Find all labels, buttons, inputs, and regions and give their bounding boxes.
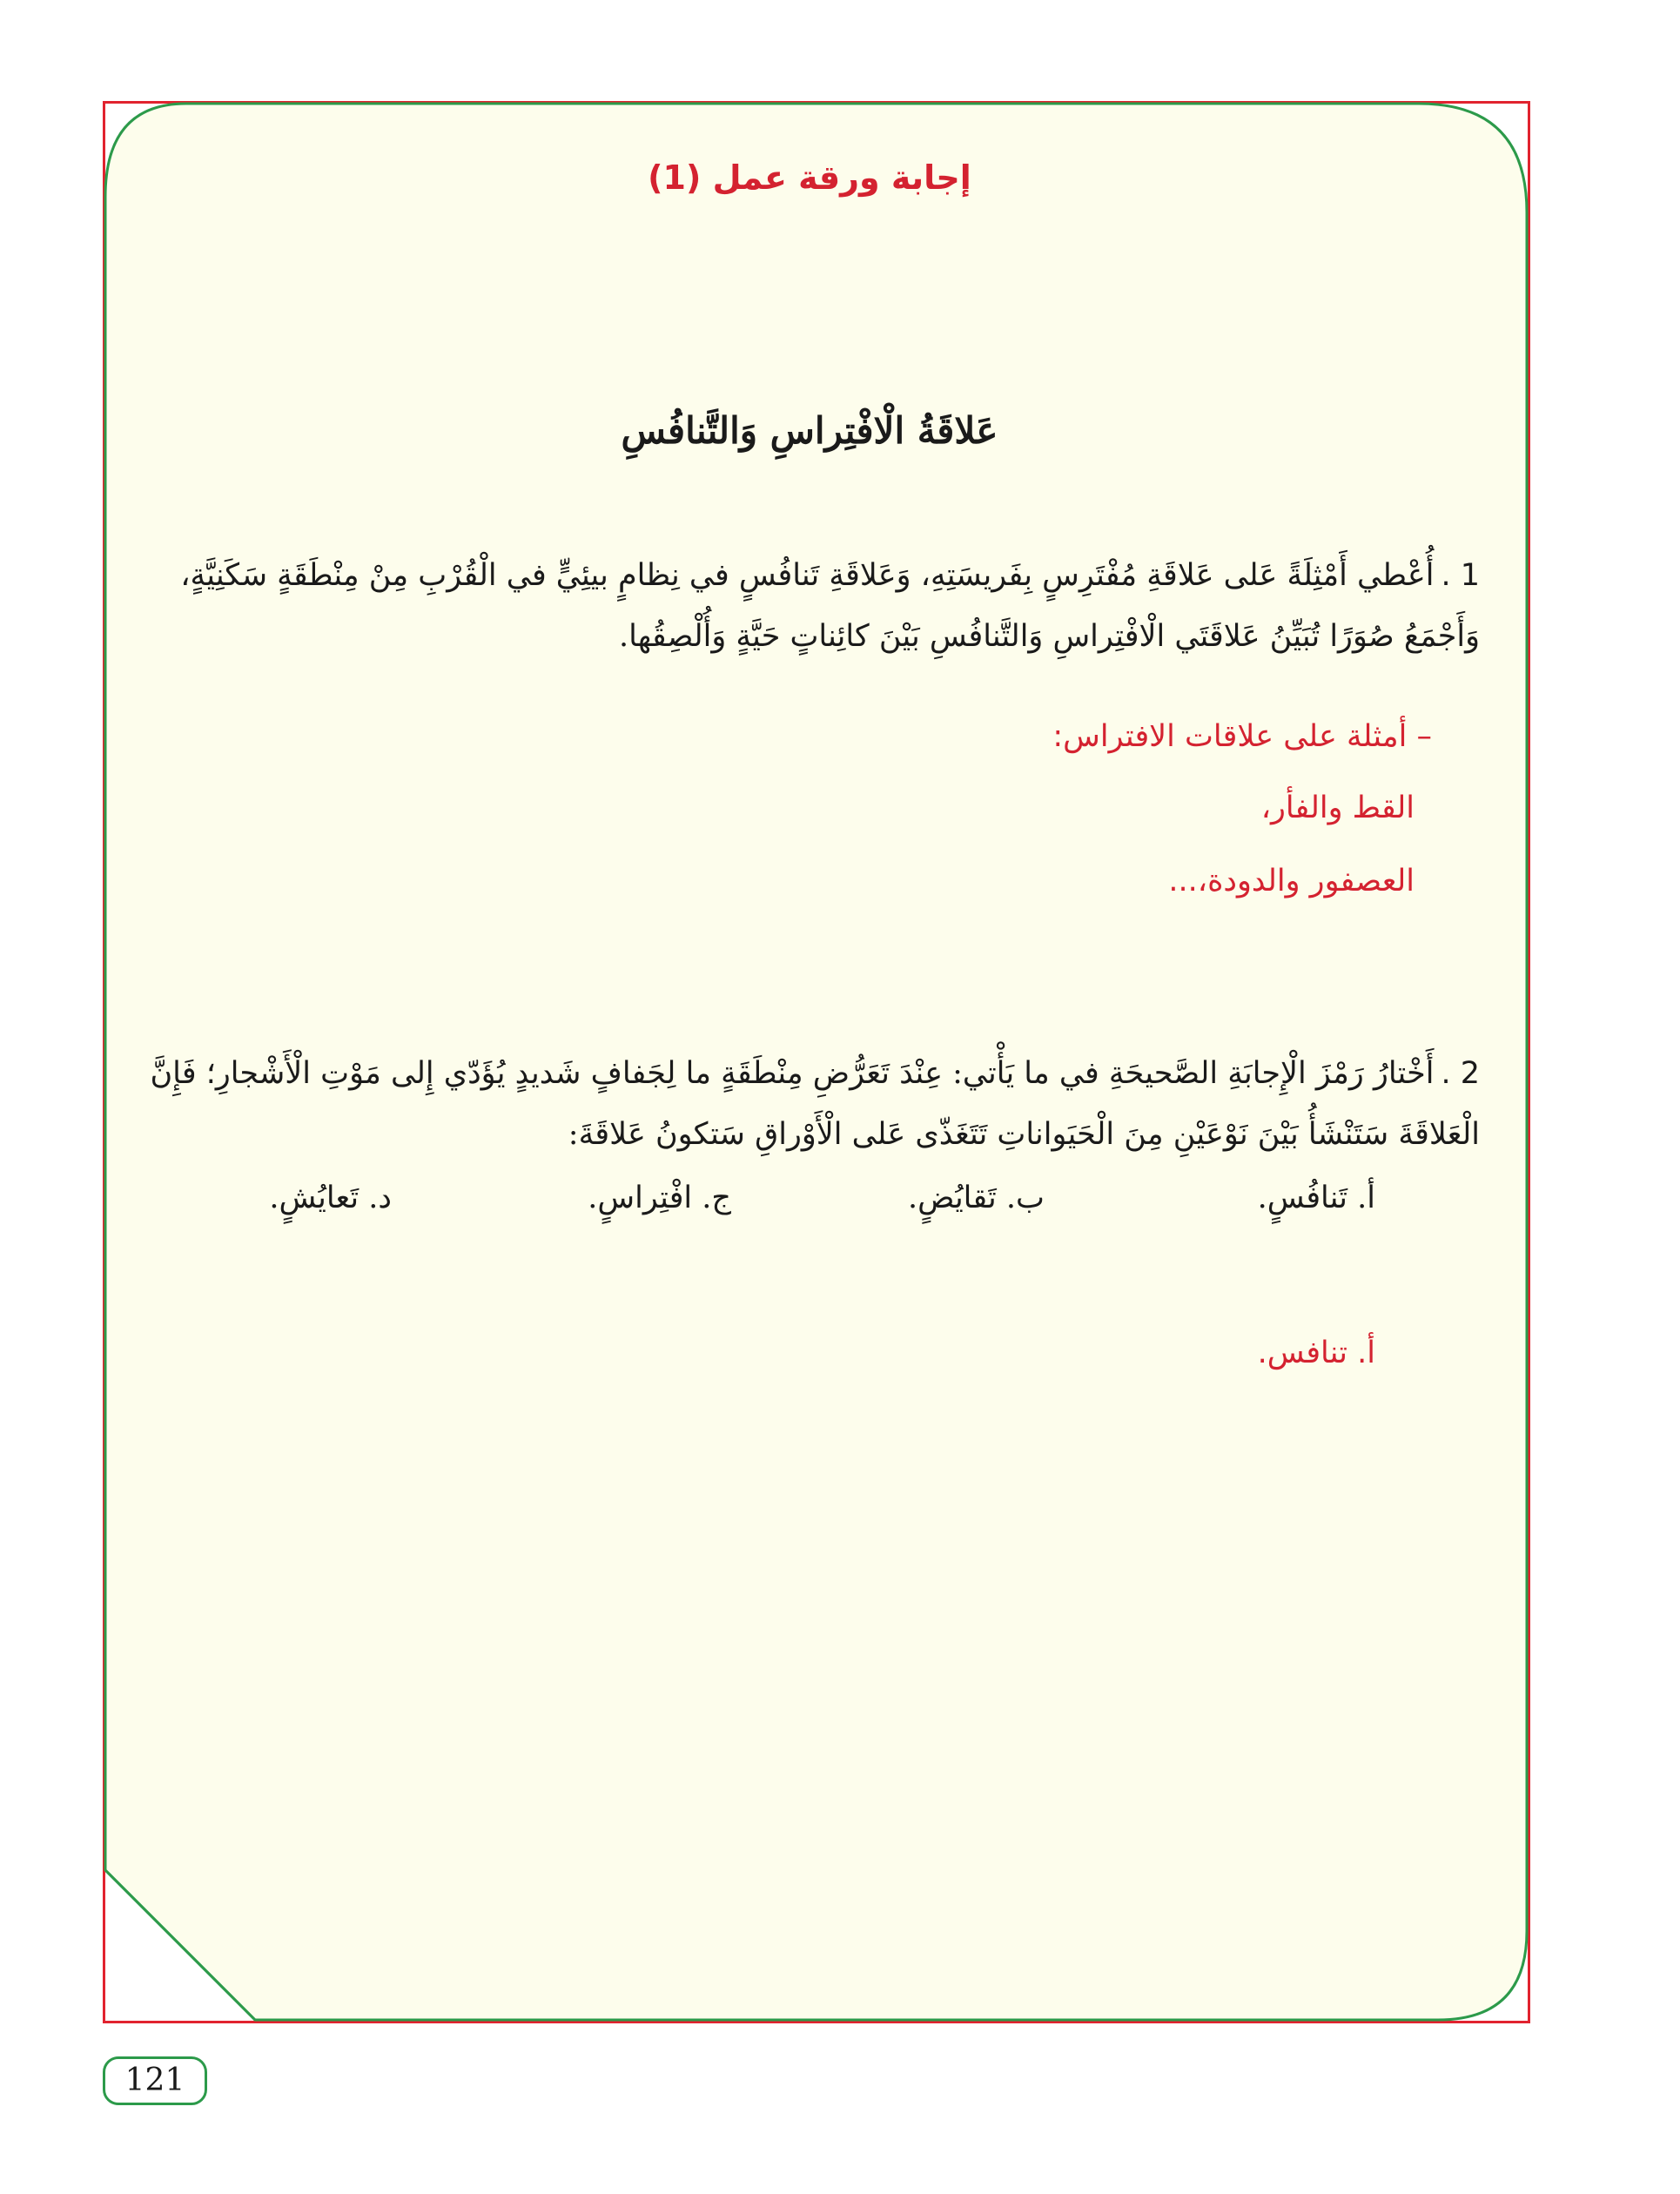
option-a: أ. تَنافُسٍ. (1257, 1181, 1375, 1215)
option-c: ج. افْتِراسٍ. (588, 1181, 731, 1215)
page-number: 121 (103, 2056, 207, 2105)
sheet-title: إجابة ورقة عمل (1) (648, 158, 971, 197)
question-2-number: 2 . (1441, 1056, 1480, 1091)
answer-1-line: القط والفأر، (1260, 791, 1415, 825)
answer-1-line: العصفور والدودة،... (1168, 864, 1415, 898)
question-2-text: أَخْتارُ رَمْزَ الْإِجابَةِ الصَّحيحَةِ في ما يَأْتي: عِنْدَ تَعَرُّضِ مِنْطَقَةٍ ما لِجَفافٍ شَديدٍ يُؤَدّي إِلى مَوْتِ الْأَشْجارِ؛ فَإِنَّ الْعَلاقَةَ سَتَنْشَأُ بَيْنَ نَوْعَيْنِ مِنَ الْحَيَواناتِ تَتَغَذّى عَلى الْأَوْراقِ سَتكونُ عَلاقَةَ: (150, 1056, 1480, 1152)
question-1-number: 1 . (1441, 558, 1480, 593)
answer-1-heading: – أمثلة على علاقات الافتراس: (1052, 719, 1432, 754)
question-2 (148, 1043, 1480, 1165)
question-1-text: أُعْطي أَمْثِلَةً عَلى عَلاقَةِ مُفْتَرِسٍ بِفَريسَتِهِ، وَعَلاقَةِ تَنافُسٍ في نِظامٍ بيئِيٍّ في الْقُرْبِ مِنْ مِنْطَقَةٍ سَكَنِيَّةٍ، وَأَجْمَعُ صُوَرًا تُبَيِّنُ عَلاقَتَي الْافْتِراسِ وَالتَّنافُسِ بَيْنَ كائِناتٍ حَيَّةٍ وَأُلْصِقُها. (180, 558, 1480, 654)
answer-2: أ. تنافس. (1257, 1336, 1375, 1370)
option-b: ب. تَقايُضٍ. (907, 1181, 1045, 1215)
answer-options (139, 1181, 1480, 1242)
option-d: د. تَعايُشٍ. (269, 1181, 392, 1215)
lesson-title: عَلاقَةُ الْافْتِراسِ وَالتَّنافُسِ (621, 409, 998, 452)
question-1 (148, 545, 1480, 667)
